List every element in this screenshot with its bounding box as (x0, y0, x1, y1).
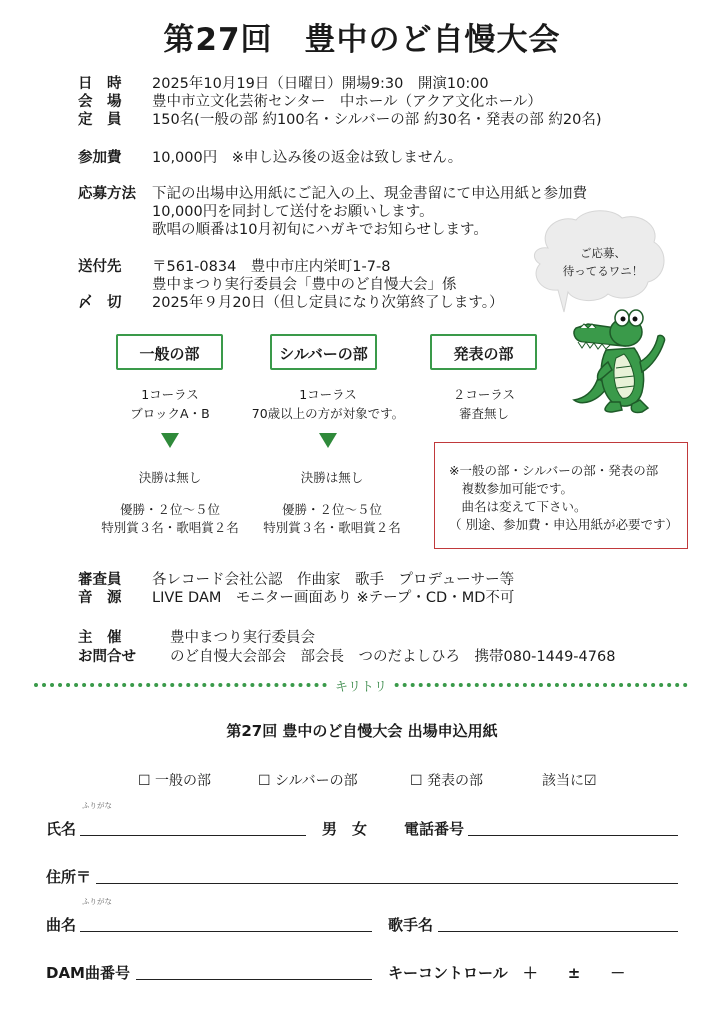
dam-label: DAM曲番号 (46, 964, 130, 982)
singer-field[interactable] (438, 931, 678, 932)
silver-desc-2: 70歳以上の方が対象です。 (251, 406, 405, 421)
note-line: （ 別途、参加費・申込用紙が必要です） (449, 517, 678, 532)
note-box (434, 442, 688, 549)
name-field[interactable] (80, 835, 306, 836)
note-line: 複数参加可能です。 (449, 481, 574, 496)
key-control-label[interactable]: キーコントロール ＋ ± － (388, 964, 626, 982)
cut-label: キリトリ (329, 676, 393, 695)
dam-field[interactable] (136, 979, 372, 980)
venue-label: 会 場 (78, 94, 122, 110)
note-line: ※一般の部・シルバーの部・発表の部 (449, 463, 659, 478)
venue-value: 豊中市立文化芸術センター 中ホール（アクア文化ホール） (152, 94, 542, 110)
presentation-desc-2: 審査無し (458, 406, 509, 421)
host-value: 豊中まつり実行委員会 (170, 630, 315, 646)
date-label: 日 時 (78, 76, 122, 92)
triangle-down-icon (161, 433, 179, 448)
phone-field[interactable] (468, 835, 678, 836)
send-line-1: 〒561-0834 豊中市庄内栄町1-7-8 (152, 259, 391, 275)
silver-final: 決勝は無し (300, 470, 364, 485)
checkbox-general[interactable]: ☐ 一般の部 (138, 773, 212, 789)
apply-line-2: 10,000円を同封して送付をお願いします。 (152, 204, 434, 220)
silver-prize-1: 優勝・２位～５位 (281, 502, 382, 517)
presentation-desc-1: ２コーラス (452, 387, 516, 402)
furigana-label: ふりがな (82, 897, 112, 906)
gender-label[interactable]: 男 女 (322, 820, 368, 838)
form-title: 第27回 豊中のど自慢大会 出場申込用紙 (226, 722, 498, 740)
general-desc-2: ブロックA・B (130, 406, 210, 421)
name-label: 氏名 (46, 820, 77, 838)
address-label: 住所〒 (46, 868, 92, 886)
apply-line-1: 下記の出場申込用紙にご記入の上、現金書留にて申込用紙と参加費 (152, 186, 587, 202)
capacity-value: 150名(一般の部 約100名・シルバーの部 約30名・発表の部 約20名) (152, 112, 602, 128)
judges-value: 各レコード会社公認 作曲家 歌手 プロデューサー等 (152, 572, 515, 588)
apply-label: 応募方法 (78, 186, 136, 202)
send-label: 送付先 (78, 259, 122, 275)
address-field[interactable] (96, 883, 678, 884)
checkbox-silver[interactable]: ☐ シルバーの部 (258, 773, 358, 789)
fee-value: 10,000円 ※申し込み後の返金は致しません。 (152, 150, 463, 166)
check-hint: 該当に☑ (542, 773, 597, 789)
host-label: 主 催 (78, 630, 122, 646)
bubble-line-2: 待ってるワニ！ (562, 264, 644, 278)
page-title: 第27回 豊中のど自慢大会 (163, 22, 561, 58)
deadline-label: 〆 切 (78, 295, 122, 311)
phone-label: 電話番号 (404, 820, 465, 838)
general-prize-2: 特別賞３名・歌唱賞２名 (101, 520, 239, 535)
triangle-down-icon (319, 433, 337, 448)
silver-desc-1: 1コーラス (299, 387, 357, 402)
category-box-presentation: 発表の部 (430, 334, 537, 370)
general-final: 決勝は無し (138, 470, 202, 485)
fee-label: 参加費 (78, 150, 122, 166)
checkbox-presentation[interactable]: ☐ 発表の部 (410, 773, 484, 789)
deadline-value: 2025年９月20日（但し定員になり次第終了します。） (152, 295, 504, 311)
song-field[interactable] (80, 931, 372, 932)
category-box-general: 一般の部 (116, 334, 223, 370)
contact-label: お問合せ (78, 649, 136, 665)
capacity-label: 定 員 (78, 112, 122, 128)
song-label: 曲名 (46, 916, 77, 934)
note-line: 曲名は変えて下さい。 (449, 499, 587, 514)
singer-label: 歌手名 (388, 916, 434, 934)
general-desc-1: 1コーラス (141, 387, 199, 402)
sound-label: 音 源 (78, 590, 122, 606)
category-box-silver: シルバーの部 (270, 334, 377, 370)
silver-prize-2: 特別賞３名・歌唱賞２名 (263, 520, 401, 535)
sound-value: LIVE DAM モニター画面あり ※テープ・CD・MD不可 (152, 590, 515, 606)
general-prize-1: 優勝・２位～５位 (119, 502, 220, 517)
furigana-label: ふりがな (82, 801, 112, 810)
apply-line-3: 歌唱の順番は10月初旬にハガキでお知らせします。 (152, 222, 488, 238)
contact-value: のど自慢大会部会 部会長 つのだよしひろ 携帯080-1449-4768 (170, 649, 616, 665)
judges-label: 審査員 (78, 572, 122, 588)
date-value: 2025年10月19日（日曜日）開場9:30 開演10:00 (152, 76, 489, 92)
bubble-line-1: ご応募、 (580, 246, 626, 260)
send-line-2: 豊中まつり実行委員会「豊中のど自慢大会」係 (152, 277, 457, 293)
